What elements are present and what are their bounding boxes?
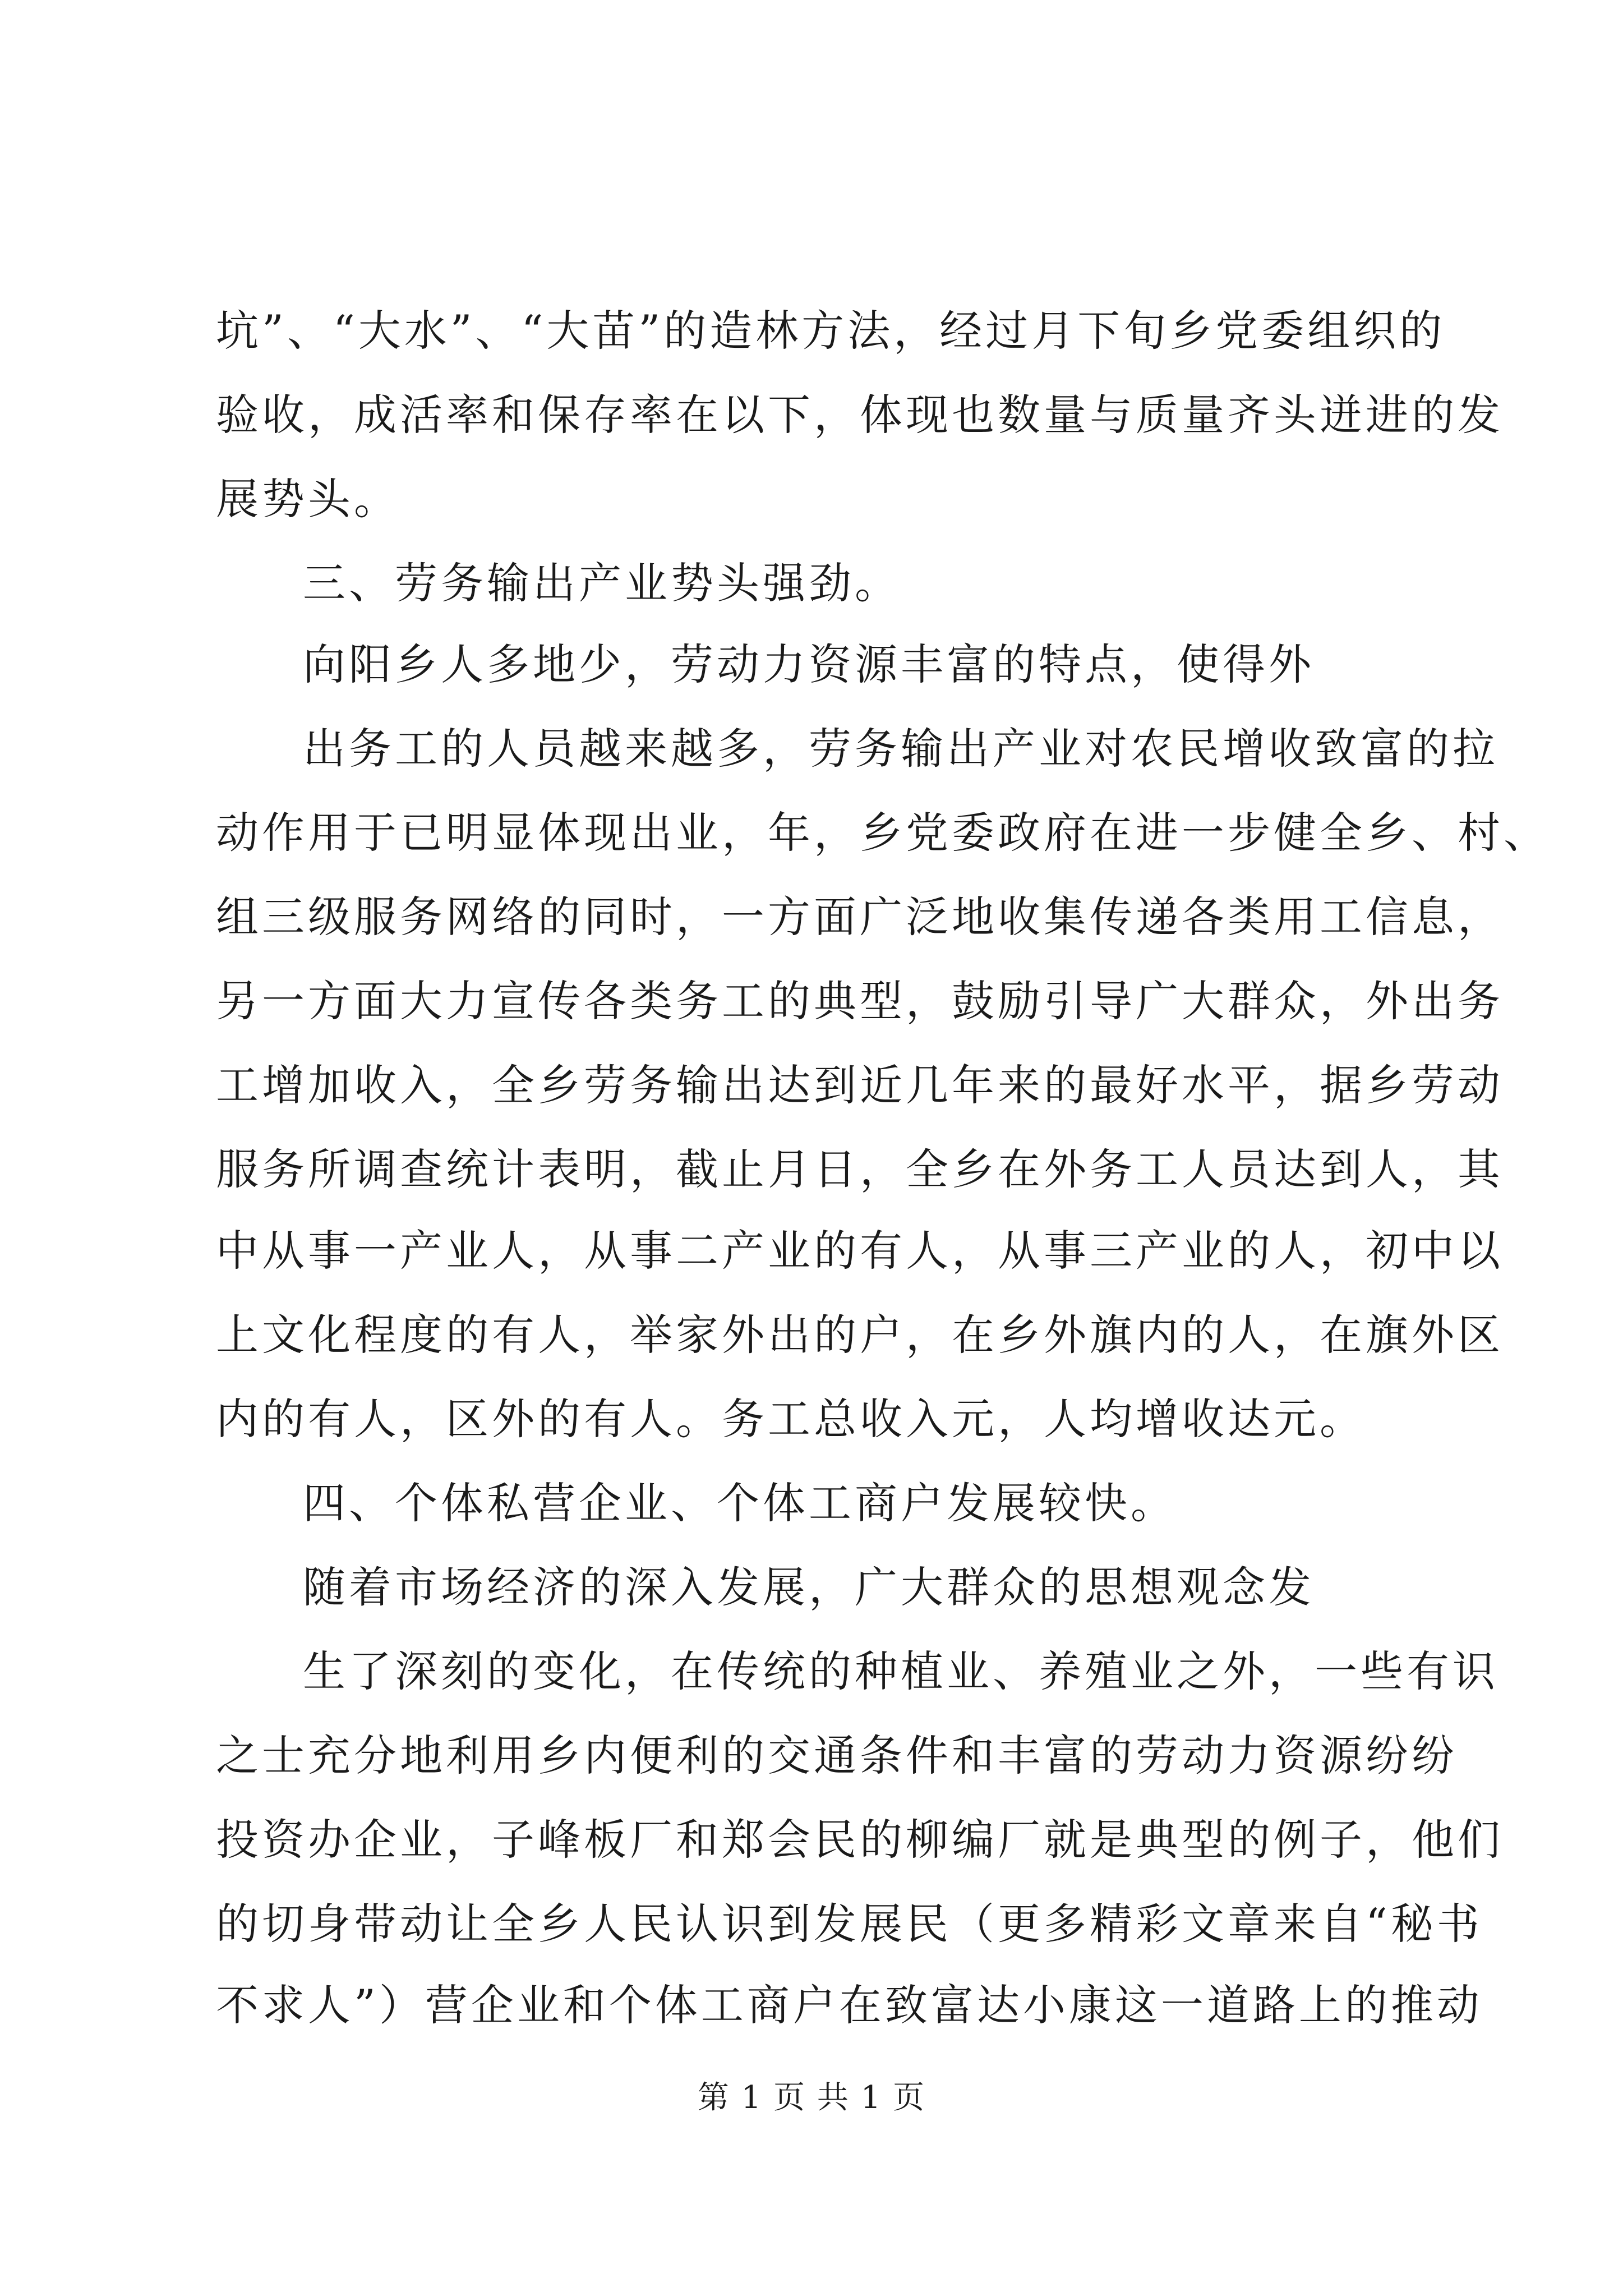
section-heading: 四、个体私营企业、个体工商户发展较快。	[303, 1478, 1177, 1528]
text-line: 上文化程度的有人，举家外出的户，在乡外旗内的人，在旗外区	[216, 1310, 1504, 1360]
text-line: 向阳乡人多地少，劳动力资源丰富的特点，使得外	[303, 639, 1315, 689]
text-line: 内的有人，区外的有人。务工总收入元，人均增收达元。	[216, 1394, 1366, 1444]
text-line: 生了深刻的变化，在传统的种植业、养殖业之外，一些有识	[303, 1646, 1498, 1696]
text-line: 坑”、“大水”、“大苗”的造林方法，经过月下旬乡党委组织的	[216, 306, 1446, 356]
text-line: 随着市场经济的深入发展，广大群众的思想观念发	[303, 1562, 1315, 1612]
text-line: 的切身带动让全乡人民认识到发展民（更多精彩文章来自“秘书	[216, 1899, 1483, 1949]
text-line: 中从事一产业人，从事二产业的有人，从事三产业的人，初中以	[216, 1226, 1504, 1276]
text-line: 服务所调查统计表明，截止月日，全乡在外务工人员达到人，其	[216, 1144, 1504, 1194]
section-heading: 三、劳务输出产业势头强劲。	[303, 558, 901, 608]
text-line: 不求人”）营企业和个体工商户在致富达小康这一道路上的推动	[216, 1980, 1483, 2030]
text-line: 投资办企业，子峰板厂和郑会民的柳编厂就是典型的例子，他们	[216, 1815, 1504, 1865]
text-line: 验收，成活率和保存率在以下，体现也数量与质量齐头迸进的发	[216, 390, 1504, 440]
text-line: 动作用于已明显体现出业，年，乡党委政府在进一步健全乡、村、	[216, 808, 1550, 858]
text-line: 出务工的人员越来越多，劳务输出产业对农民增收致富的拉	[303, 724, 1498, 774]
text-line: 另一方面大力宣传各类务工的典型，鼓励引导广大群众，外出务	[216, 976, 1504, 1026]
text-line: 展势头。	[216, 474, 400, 524]
page-footer: 第 1 页 共 1 页	[697, 2079, 926, 2116]
text-line: 组三级服务网络的同时，一方面广泛地收集传递各类用工信息，	[216, 892, 1504, 942]
text-line: 工增加收入，全乡劳务输出达到近几年来的最好水平，据乡劳动	[216, 1060, 1504, 1110]
text-line: 之士充分地利用乡内便利的交通条件和丰富的劳动力资源纷纷	[216, 1731, 1458, 1780]
